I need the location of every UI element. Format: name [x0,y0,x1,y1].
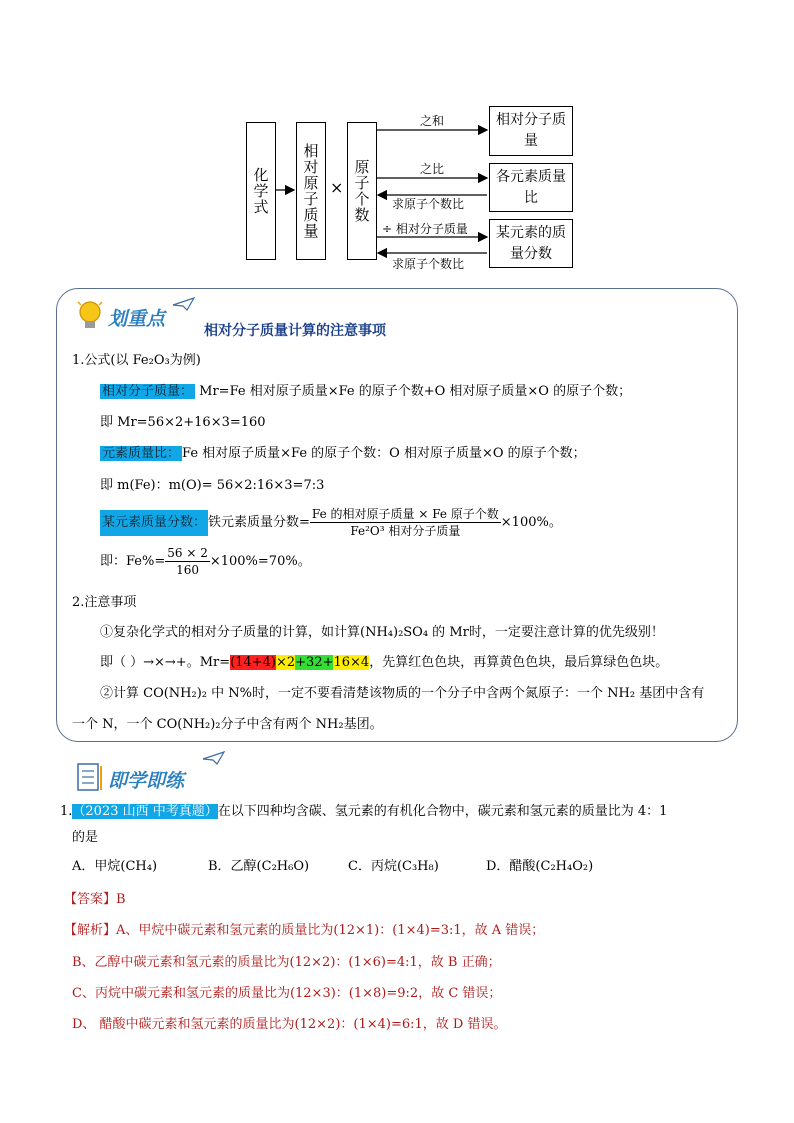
rel-mass-formula: Mr=Fe 相对原子质量×Fe 的原子个数+O 相对原子质量×O 的原子个数； [195,384,632,399]
result-mass-fraction: 某元素的质量分数 [489,219,573,268]
practice-logo [76,750,236,790]
atoms-box [347,122,377,260]
block-red: (14+4) [230,655,276,670]
priority-pre: 即（ ）→×→+。Mr= [100,655,231,670]
label-find-ratio-2: 求原子个数比 [392,257,465,271]
formula-label: 化学式 [251,167,270,215]
fraction-numerator: Fe 的相对原子质量 × Fe 原子个数 [311,507,499,521]
explanation-d: D、 醋酸中碳元素和氢元素的质量比为(12×2)：(1×4)=6:1，故 D 错误。 [72,1017,507,1032]
tag-rel-mass: 相对分子质量： [102,384,194,399]
formula-line-3 [100,445,586,463]
formula-line-4: 即 m(Fe)：m(O)= 56×2:16×3=7:3 [100,478,325,493]
note-line-4: 一个 N，一个 CO(NH₂)₂分子中含有两个 NH₂基团。 [72,717,383,732]
explanation-a [64,922,544,940]
mass-ratio-formula: Fe 相对原子质量×Fe 的原子个数：O 相对原子质量×O 的原子个数； [182,446,586,461]
fe-percent-fraction [165,545,210,578]
explanation-b: B、乙醇中碳元素和氢元素的质量比为(12×2)：(1×6)=4:1，故 B 正确； [72,955,501,970]
fraction-denominator: Fe²O³ 相对分子质量 [350,524,461,538]
formula-line-2: 即 Mr=56×2+16×3=160 [100,415,266,430]
option-d: D．醋酸(C₂H₄O₂) [486,859,594,874]
note-line-2 [100,654,668,672]
rel-mass-box [296,122,326,260]
label-sum: 之和 [420,114,445,128]
atoms-label: 原子个数 [352,159,371,223]
formula-line-6 [100,545,311,578]
fe-fraction-numerator: 56 × 2 [167,546,208,560]
question-text: 在以下四种均含碳、氢元素的有机化合物中，碳元素和氢元素的质量比为 4：1 [217,804,668,819]
keypoint-logo [76,296,204,336]
fe-percent-post: ×100%=70%。 [209,554,311,569]
section-2-heading: 2.注意事项 [72,595,137,610]
note-line-1: ①复杂化学式的相对分子质量的计算，如计算(NH₄)₂SO₄ 的 Mr时，一定要注意计算的优先级别！ [100,625,664,640]
option-a: A．甲烷(CH₄) [72,859,158,874]
label-ratio: 之比 [420,162,445,176]
paper-plane-icon-2 [202,750,226,766]
panel-title: 相对分子质量计算的注意事项 [204,323,386,339]
formula-line-1 [100,383,631,401]
explanation-c: C、丙烷中碳元素和氢元素的质量比为(12×3)：(1×8)=9:2，故 C 错误； [72,986,502,1001]
mass-fraction-pre: 铁元素质量分数= [208,515,310,530]
explanation-a-text: A、甲烷中碳元素和氢元素的质量比为(12×1)：(1×4)=3:1，故 A 错误； [116,923,545,938]
formula-line-5 [100,506,562,539]
notebook-icon [76,762,104,796]
fe-fraction-denominator: 160 [176,563,199,577]
question-number: 1. [60,804,73,819]
block-yellow: ×2 [275,655,296,670]
result-rel-mass: 相对分子质量 [489,106,573,156]
rel-mass-label: 相对原子质量 [301,143,320,239]
block-green: +32+ [295,655,334,670]
question-line-2: 的是 [72,830,99,845]
option-c: C．丙烷(C₃H₈) [348,859,439,874]
block-yellow-2: 16×4 [333,655,370,670]
label-find-ratio-1: 求原子个数比 [392,197,465,211]
formula-box [246,122,276,260]
explanation-label: 【解析】 [64,923,117,938]
option-b: B．乙醇(C₂H₆O) [208,859,310,874]
mass-fraction-post: ×100%。 [500,515,562,530]
answer-value: B [116,892,126,907]
fe-percent-pre: 即：Fe%= [100,554,166,569]
tag-mass-fraction: 某元素质量分数： [100,510,208,536]
formula-diagram [0,0,794,280]
answer-line [64,891,126,909]
priority-post: ，先算红色色块，再算黄色色块，最后算绿色色块。 [369,655,669,670]
times-sign: × [330,178,344,197]
label-divide: ÷ 相对分子质量 [382,222,468,236]
question-source-tag: （2023 山西 中考真题） [72,804,218,819]
question-line-1 [60,803,667,821]
note-line-3: ②计算 CO(NH₂)₂ 中 N%时，一定不要看清楚该物质的一个分子中含两个氮原子：一个 NH₂ 基团中含有 [100,686,705,701]
answer-label: 【答案】 [64,892,117,907]
section-1-heading: 1.公式(以 Fe₂O₃为例) [72,353,201,368]
result-mass-ratio: 各元素质量比 [489,163,573,212]
practice-logo-text: 即学即练 [108,770,185,792]
diagram-arrows [0,0,794,280]
keypoint-logo-text: 划重点 [108,308,166,330]
paper-plane-icon [172,296,196,312]
tag-mass-ratio: 元素质量比： [102,446,181,461]
lightbulb-icon [76,298,106,334]
mass-fraction-fraction [310,506,501,539]
